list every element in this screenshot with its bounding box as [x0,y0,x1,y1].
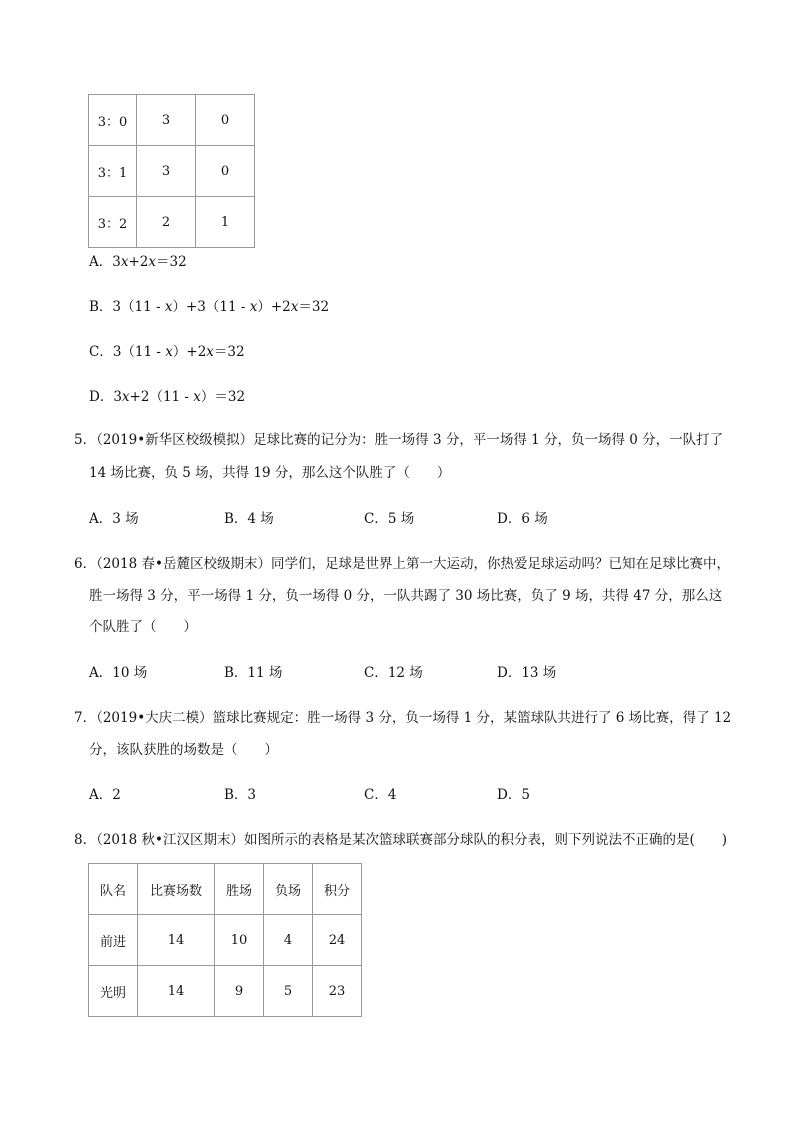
q7-option-c: C．4 [364,787,397,803]
table-header-cell: 胜场 [215,864,264,915]
q5-option-a: A．3 场 [89,511,139,527]
table-cell: 3 [137,95,196,146]
q7-option-b: B．3 [224,787,257,803]
q4-option-d: D．3x+2（11 - x）＝32 [89,389,246,405]
table-cell: 14 [138,915,215,966]
table-header-cell: 队名 [89,864,138,915]
question-6-line-3: 个队胜了（ ） [89,619,197,635]
q4-option-a: A．3x+2x＝32 [89,254,187,270]
table-row [89,95,255,146]
table-cell: 0 [196,95,255,146]
table-cell: 光明 [89,966,138,1017]
question-7-line-1: 7．（2019•大庆二模）篮球比赛规定：胜一场得 3 分，负一场得 1 分，某篮球队共进行了 6 场比赛，得了 12 [74,710,732,726]
table-cell: 1 [196,197,255,248]
q6-option-a: A．10 场 [89,665,148,681]
table-cell: 5 [264,966,313,1017]
q4-option-b: B．3（11 - x）+3（11 - x）+2x＝32 [89,299,330,315]
q6-option-d: D．13 场 [497,665,557,681]
table-cell: 0 [196,146,255,197]
q5-option-c: C．5 场 [364,511,415,527]
question-8-line-1: 8．（2018 秋•江汉区期末）如图所示的表格是某次篮球联赛部分球队的积分表，则下列说法不正确的是( ) [74,832,727,848]
q7-option-a: A．2 [89,787,121,803]
q5-option-d: D．6 场 [497,511,548,527]
score-table-top [88,94,255,248]
table-header-cell: 负场 [264,864,313,915]
table-cell: 9 [215,966,264,1017]
table-header-cell: 比赛场数 [138,864,215,915]
table-cell: 3：2 [89,197,137,248]
q6-option-c: C．12 场 [364,665,423,681]
question-5-line-2: 14 场比赛，负 5 场，共得 19 分，那么这个队胜了（ ） [89,465,451,481]
table-header-row [89,864,362,915]
table-row [89,197,255,248]
question-6-line-1: 6．（2018 春•岳麓区校级期末）同学们，足球是世界上第一大运动，你热爱足球运动吗？已知在足球比赛中， [74,556,730,572]
question-6-line-2: 胜一场得 3 分，平一场得 1 分，负一场得 0 分，一队共踢了 30 场比赛，负了 9 场，共得 47 分，那么这 [89,588,723,604]
table-cell: 3：0 [89,95,137,146]
table-cell: 24 [313,915,362,966]
q4-option-c: C．3（11 - x）+2x＝32 [89,344,245,360]
table-cell: 23 [313,966,362,1017]
table-header-cell: 积分 [313,864,362,915]
table-row [89,966,362,1017]
table-cell: 3：1 [89,146,137,197]
points-table [88,863,362,1017]
question-7-line-2: 分，该队获胜的场数是（ ） [89,742,278,758]
table-cell: 2 [137,197,196,248]
table-cell: 14 [138,966,215,1017]
table-cell: 3 [137,146,196,197]
question-5-line-1: 5．（2019•新华区校级模拟）足球比赛的记分为：胜一场得 3 分，平一场得 1 分，负一场得 0 分，一队打了 [74,432,724,448]
table-cell: 10 [215,915,264,966]
q7-option-d: D．5 [497,787,530,803]
q6-option-b: B．11 场 [224,665,283,681]
table-row [89,146,255,197]
table-cell: 4 [264,915,313,966]
table-row [89,915,362,966]
table-cell: 前进 [89,915,138,966]
q5-option-b: B．4 场 [224,511,274,527]
